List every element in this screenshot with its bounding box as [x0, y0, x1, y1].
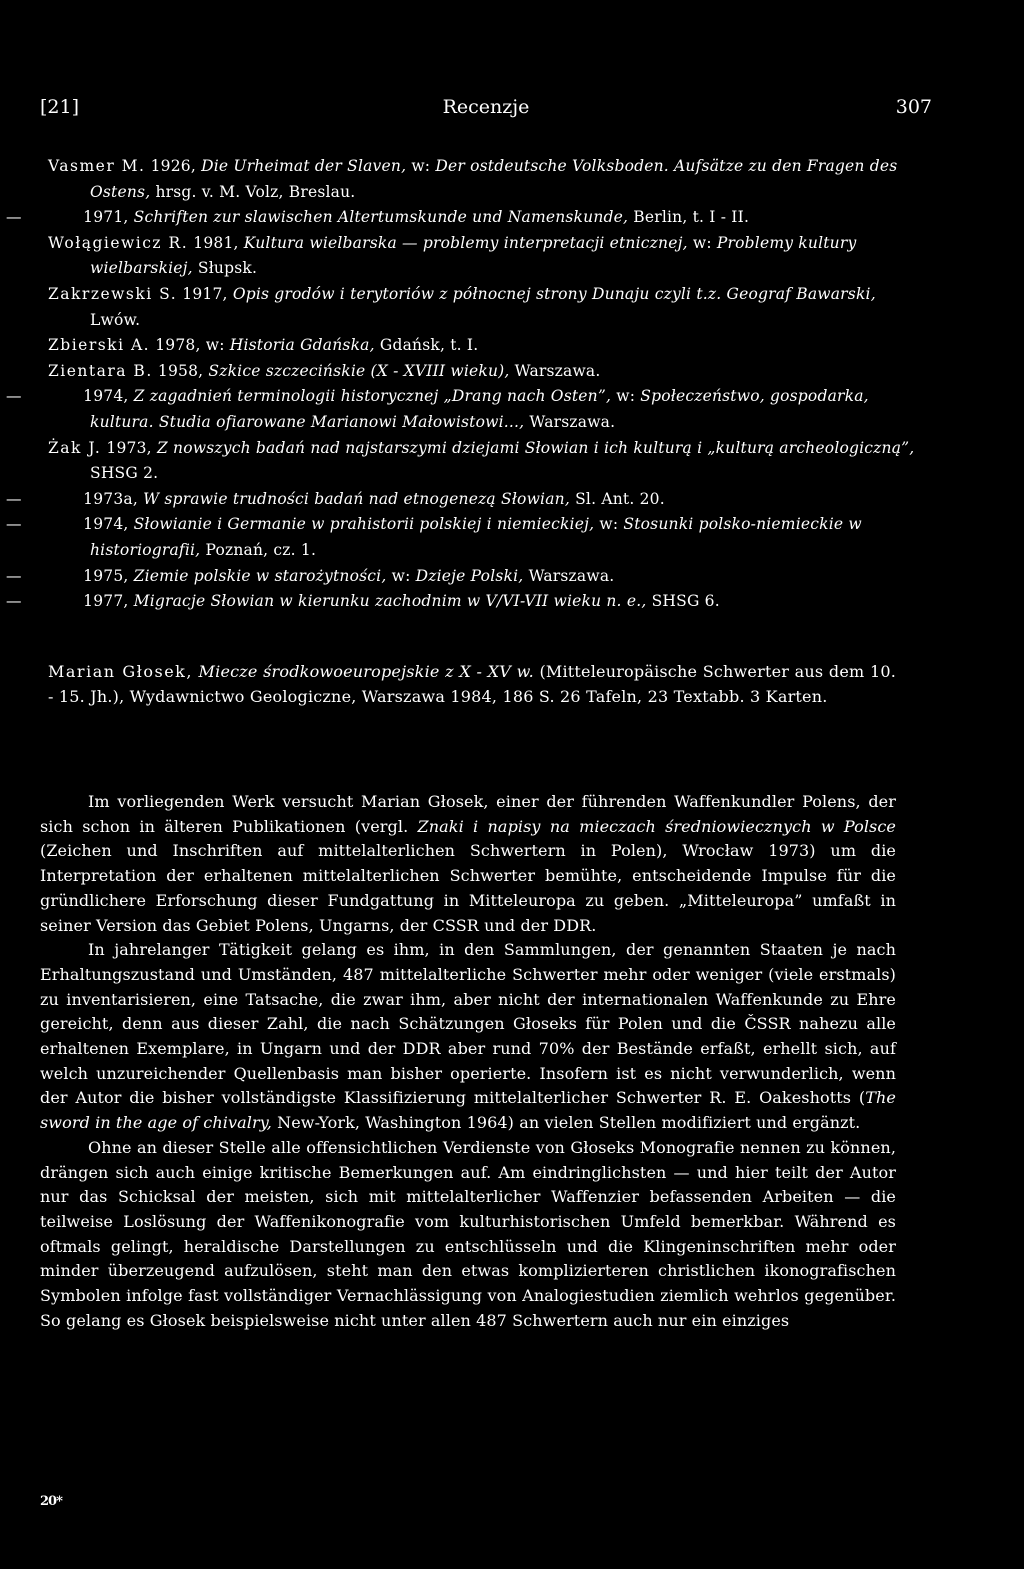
entry-author: Vasmer M. [48, 157, 146, 175]
entry-publication: Poznań, cz. 1. [205, 540, 317, 559]
entry-year: 1917, [182, 284, 228, 303]
entry-author: Wołągiewicz R. [48, 233, 189, 252]
entry-in: w: [599, 515, 619, 534]
entry-publication: Warszawa. [514, 361, 601, 380]
entry-title: Migracje Słowian w kierunku zachodnim w V/VI-VII wieku n. e., [133, 592, 647, 611]
bibliography-entry [6, 384, 928, 435]
entry-title: Z zagadnień terminologii historycznej „Drang nach Osten”, [133, 387, 612, 406]
entry-ditto-dash: — [6, 208, 22, 227]
entry-publication: Warszawa. [529, 412, 616, 431]
paragraph-1-italic: Znaki i napisy na mieczach średniowiecznych w Polsce [417, 816, 896, 836]
entry-in: w: [692, 233, 712, 252]
entry-year: 1958, [157, 361, 204, 380]
entry-author: Zakrzewski S. [48, 284, 178, 303]
bibliography-entry [48, 359, 928, 385]
paragraph-2 [40, 938, 896, 1136]
entry-title: W sprawie trudności badań nad etnogenezą Słowian, [143, 489, 570, 508]
bibliography-entry [6, 564, 928, 590]
bibliography-entry [6, 512, 928, 563]
bibliography-entry [6, 589, 928, 615]
entry-author: Zientara B. [48, 361, 153, 380]
entry-ditto-dash: — [6, 515, 22, 534]
reviewed-author: Marian Głosek, [48, 662, 193, 681]
entry-title: Kultura wielbarska — problemy interpretacji etnicznej, [243, 233, 688, 252]
paragraph-3: Ohne an dieser Stelle alle offensichtlichen Verdienste von Głoseks Monografie nennen zu können, drängen sich auch einige kritische Bemerkungen auf. Am eindringlichsten — und hier teilt der Autor nur das Schicksal der meisten, sich mit mittelalterlicher Waffenzier befassenden Arbeiten — die teilweise Loslösung der Waffenikonografie vom kulturhistorischen Umfeld bemerkbar. Während es oftmals gelingt, heraldische Darstellungen zu entschlüsseln und die Klingeninschriften mehr oder minder überzeugend aufzulösen, steht man den etwas komplizierteren christlichen ikonografischen Symbolen infolge fast vollständiger Vernachlässigung von Analogiestudien ziemlich wehrlos gegenüber. So gelang es Głosek beispielsweise nicht unter allen 487 Schwertern auch nur ein einziges [40, 1137, 896, 1330]
reviewed-details: (Mitteleuropäische Schwerter aus dem 10. - 15. Jh.), Wydawnictwo Geologiczne, Warszawa 1984, 186 S. 26 Tafeln, 23 Textabb. 3 Karten. [48, 662, 896, 706]
bibliography-entry [48, 231, 928, 282]
entry-year: 1974, [83, 515, 129, 534]
paragraph-2-text-b: New-York, Washington 1964) an vielen Stellen modifiziert und ergänzt. [277, 1113, 861, 1133]
entry-year: 1975, [83, 566, 129, 585]
entry-author: Żak J. [48, 438, 102, 457]
entry-source-title: Dzieje Polski, [415, 566, 524, 585]
review-body [40, 790, 896, 1333]
entry-year: 1977, [83, 592, 129, 611]
entry-source-title: Der ostdeutsche Volksboden. Aufsätze zu den Fragen des Ostens, [90, 157, 898, 201]
signature-mark: 20* [40, 1494, 62, 1509]
entry-publication: Słupsk. [197, 259, 258, 278]
page-number: 307 [895, 96, 932, 118]
entry-title: Ziemie polskie w starożytności, [133, 566, 387, 585]
entry-publication: hrsg. v. M. Volz, Breslau. [155, 182, 356, 201]
paragraph-2-italic: The sword in the age of chivalry, [40, 1088, 896, 1133]
entry-year: 1981, [193, 233, 239, 252]
entry-source-title: Społeczeństwo, gospodarka, kultura. Studia ofiarowane Marianowi Małowistowi..., [90, 387, 869, 431]
bibliography-entry [6, 487, 928, 513]
entry-publication: SHSG 6. [651, 592, 720, 611]
entry-source-title: Historia Gdańska, [229, 336, 375, 355]
entry-title: Schriften zur slawischen Altertumskunde und Namenskunde, [133, 208, 629, 227]
bibliography [6, 154, 928, 615]
running-header [40, 96, 932, 124]
section-title: Recenzje [442, 96, 530, 118]
entry-source-title: Stosunki polsko-niemieckie w historiografii, [90, 515, 862, 559]
review-heading [48, 660, 896, 709]
entry-source-title: Problemy kultury wielbarskiej, [90, 233, 857, 278]
entry-ditto-dash: — [6, 592, 22, 611]
entry-year: 1973, [106, 438, 152, 457]
entry-year: 1978, [155, 336, 201, 355]
paragraph-2-text-a: In jahrelanger Tätigkeit gelang es ihm, in den Sammlungen, der genannten Staaten je nach Erhaltungszustand und Umständen, 487 mittelalterliche Schwerter mehr oder weniger (viele erstmals) zu inventarisieren, eine Tatsache, die zwar ihm, aber nicht der internationalen Waffenkunde zu Ehre gereicht, denn aus dieser Zahl, die nach Schätzungen Głoseks für Polen und die ČSSR nahezu alle erhaltenen Exemplare, in Ungarn und der DDR aber rund 70% der Bestände erfaßt, erhellt sich, auf welch unzureichender Quellenbasis man bisher operierte. Insofern ist es nicht verwunderlich, wenn der Autor die bisher vollständigste Klassifizierung mittelalterlicher Schwerter R. E. Oakeshotts ( [40, 940, 896, 1108]
paragraph-1 [40, 790, 896, 938]
entry-publication: Warszawa. [528, 566, 615, 585]
bibliography-entry [6, 205, 928, 231]
entry-ditto-dash: — [6, 566, 22, 585]
entry-title: Die Urheimat der Slaven, [201, 157, 407, 175]
entry-title: Słowianie i Germanie w prahistorii polskiej i niemieckiej, [133, 515, 595, 534]
bibliography-entry [48, 282, 928, 333]
entry-in: w: [391, 566, 411, 585]
entry-year: 1971, [83, 208, 129, 227]
entry-in: w: [205, 336, 225, 355]
entry-year: 1973a, [83, 489, 138, 508]
bibliography-entry [48, 333, 928, 359]
bibliography-entry [48, 154, 928, 205]
page-section-number: [21] [40, 96, 80, 118]
entry-title: Szkice szczecińskie (X - XVIII wieku), [208, 361, 510, 380]
entry-publication: Sl. Ant. 20. [575, 489, 665, 508]
entry-author: Zbierski A. [48, 336, 151, 355]
entry-publication: Berlin, t. I - II. [633, 208, 750, 227]
entry-publication: Gdańsk, t. I. [379, 336, 479, 355]
paragraph-1-text-b: (Zeichen und Inschriften auf mittelalterlichen Schwertern in Polen), Wrocław 1973) um die Interpretation der erhaltenen mittelalterlichen Schwerter bemühte, entscheidende Impulse für die gründlichere Erforschung dieser Fundgattung in Mitteleuropa zu geben. „Mitteleuropa” umfaßt in seiner Version das Gebiet Polens, Ungarns, der CSSR und der DDR. [40, 841, 896, 935]
entry-in: w: [616, 387, 636, 406]
paragraph-1-text-a: Im vorliegenden Werk versucht Marian Głosek, einer der führenden Waffenkundler Polens, der sich schon in älteren Publikationen (vergl. [40, 792, 896, 836]
entry-year: 1926, [150, 157, 196, 175]
entry-year: 1974, [83, 387, 129, 406]
entry-in: w: [411, 157, 431, 175]
entry-ditto-dash: — [6, 489, 22, 508]
reviewed-title: Miecze środkowoeuropejskie z X - XV w. [198, 662, 534, 681]
entry-publication: Lwów. [90, 310, 141, 329]
entry-title: Opis grodów i terytoriów z północnej strony Dunaju czyli t.z. Geograf Bawarski, [232, 284, 876, 303]
entry-publication: SHSG 2. [90, 464, 159, 483]
entry-ditto-dash: — [6, 387, 22, 406]
bibliography-entry [48, 436, 928, 487]
entry-title: Z nowszych badań nad najstarszymi dziejami Słowian i ich kulturą i „kulturą archeologiczną”, [156, 438, 915, 457]
